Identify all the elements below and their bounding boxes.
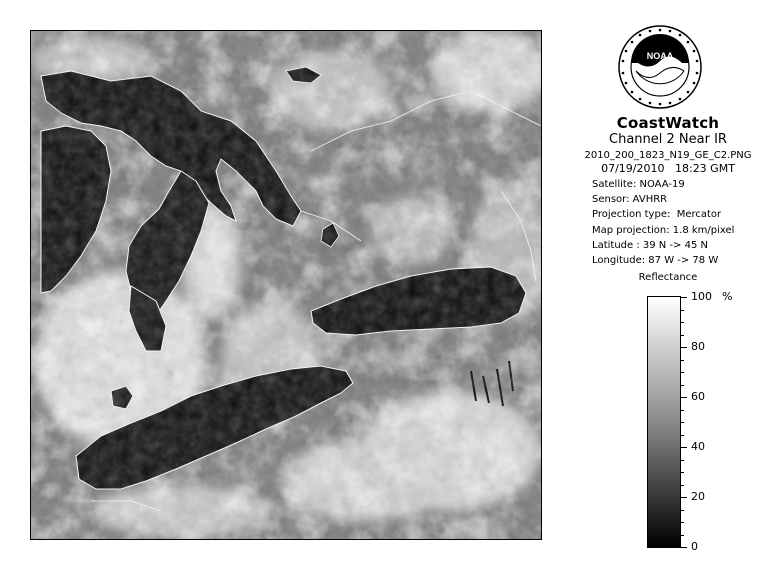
colorbar-minor-tick [681, 510, 684, 511]
datetime [568, 162, 768, 176]
colorbar-tick-label: 80 [691, 340, 705, 353]
filename: 2010_200_1823_N19_GE_C2.PNG [584, 150, 752, 161]
app-title: CoastWatch [616, 114, 720, 132]
longitude-range: Longitude: 87 W -> 78 W [592, 255, 719, 267]
colorbar-minor-tick [681, 522, 684, 523]
colorbar-minor-tick [681, 397, 684, 398]
satellite: Satellite: NOAA-19 [592, 179, 685, 190]
colorbar-minor-tick [681, 410, 684, 411]
colorbar-minor-tick [681, 472, 684, 473]
colorbar-minor-tick [681, 547, 684, 548]
colorbar-minor-tick [681, 360, 684, 361]
colorbar-minor-tick [681, 422, 684, 423]
colorbar-tick-label: 20 [691, 490, 705, 503]
sensor-noise [31, 31, 542, 540]
sensor: Sensor: AVHRR [592, 194, 668, 206]
colorbar-minor-tick [681, 335, 684, 336]
colorbar-minor-tick [681, 447, 684, 448]
map-svg [31, 31, 542, 540]
colorbar-minor-tick [681, 485, 684, 486]
colorbar-label: Reflectance [638, 272, 698, 283]
time: 18:23 GMT [674, 162, 735, 175]
colorbar-minor-tick [681, 297, 684, 298]
colorbar-minor-tick [681, 385, 684, 386]
noaa-logo [618, 25, 702, 109]
colorbar-tick-label: 40 [691, 440, 705, 453]
colorbar-minor-tick [681, 460, 684, 461]
colorbar-minor-tick [681, 322, 684, 323]
info-panel [568, 114, 768, 268]
projection-type: Projection type: Mercator [592, 209, 722, 221]
date: 07/19/2010 [601, 162, 665, 175]
logo-text: NOAA [646, 51, 674, 61]
colorbar [647, 296, 681, 548]
latitude-range: Latitude : 39 N -> 45 N [592, 239, 708, 251]
metadata-list [568, 177, 768, 268]
colorbar-minor-tick [681, 535, 684, 536]
colorbar-minor-tick [681, 435, 684, 436]
colorbar-minor-tick [681, 372, 684, 373]
colorbar-tick-label: 0 [691, 540, 698, 553]
colorbar-minor-tick [681, 310, 684, 311]
map-projection: Map projection: 1.8 km/pixel [592, 224, 735, 236]
colorbar-minor-tick [681, 497, 684, 498]
colorbar-tick-label: 100 [691, 290, 712, 303]
colorbar-tick-label: 60 [691, 390, 705, 403]
colorbar-unit: % [722, 290, 733, 303]
channel-label: Channel 2 Near IR [609, 132, 727, 147]
colorbar-ticks [681, 290, 741, 553]
satellite-map[interactable] [30, 30, 542, 540]
colorbar-minor-tick [681, 347, 684, 348]
